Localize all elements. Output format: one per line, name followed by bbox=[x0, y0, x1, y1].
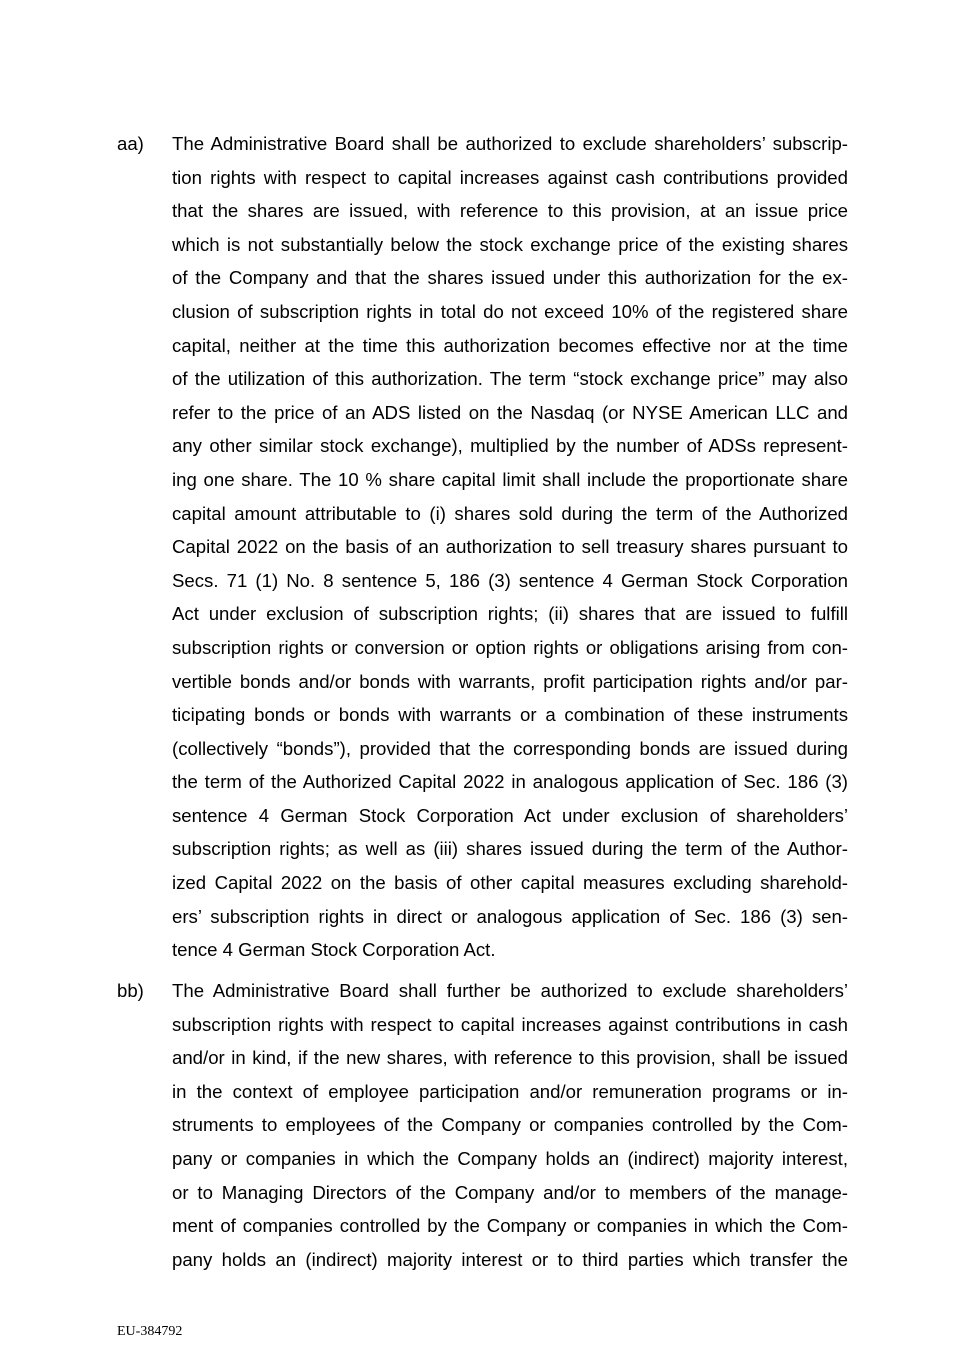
clause-line: subscription rights; as well as (iii) shares issued during the term of the Author- bbox=[172, 838, 848, 860]
clause-line: subscription rights with respect to capital increases against contributions in cash bbox=[172, 1013, 848, 1035]
clause-body bbox=[172, 974, 848, 1276]
clause-line: clusion of subscription rights in total do not exceed 10% of the registered share bbox=[172, 300, 848, 322]
clause-line: tion rights with respect to capital increases against cash contributions provided bbox=[172, 166, 848, 188]
clause-label: bb) bbox=[117, 980, 144, 1001]
clause-line: sentence 4 German Stock Corporation Act under exclusion of shareholders’ bbox=[172, 804, 848, 826]
clause-line: ers’ subscription rights in direct or analogous application of Sec. 186 (3) sen- bbox=[172, 905, 848, 927]
clause-line: The Administrative Board shall be authorized to exclude shareholders’ subscrip- bbox=[172, 133, 848, 154]
clause-line: vertible bonds and/or bonds with warrants, profit participation rights and/or par- bbox=[172, 670, 848, 692]
clause-line: refer to the price of an ADS listed on the Nasdaq (or NYSE American LLC and bbox=[172, 401, 848, 423]
clause-bb bbox=[117, 974, 848, 1276]
clause-aa bbox=[117, 127, 848, 967]
clause-line: ment of companies controlled by the Company or companies in which the Com- bbox=[172, 1215, 848, 1237]
clause-line: which is not substantially below the stock exchange price of the existing shares bbox=[172, 233, 848, 255]
clause-line: ized Capital 2022 on the basis of other capital measures excluding sharehold- bbox=[172, 872, 848, 894]
clause-line: of the Company and that the shares issued under this authorization for the ex- bbox=[172, 267, 848, 289]
clause-line: in the context of employee participation and/or remuneration programs or in- bbox=[172, 1080, 848, 1102]
clause-line: capital amount attributable to (i) shares sold during the term of the Authorized bbox=[172, 502, 848, 524]
clause-body bbox=[172, 127, 848, 967]
clause-line: or to Managing Directors of the Company and/or to members of the manage- bbox=[172, 1181, 848, 1203]
clause-line: capital, neither at the time this authorization becomes effective nor at the time bbox=[172, 334, 848, 356]
clause-line: The Administrative Board shall further be authorized to exclude shareholders’ bbox=[172, 980, 848, 1001]
clause-line: subscription rights or conversion or option rights or obligations arising from con- bbox=[172, 636, 848, 658]
clause-line: Secs. 71 (1) No. 8 sentence 5, 186 (3) sentence 4 German Stock Corporation bbox=[172, 569, 848, 591]
clause-label: aa) bbox=[117, 133, 144, 154]
clause-line: ing one share. The 10 % share capital limit shall include the proportionate share bbox=[172, 468, 848, 490]
clause-line: and/or in kind, if the new shares, with reference to this provision, shall be issued bbox=[172, 1047, 848, 1069]
clause-line: pany or companies in which the Company holds an (indirect) majority interest, bbox=[172, 1147, 848, 1169]
clause-line: that the shares are issued, with reference to this provision, at an issue price bbox=[172, 200, 848, 222]
clause-line: the term of the Authorized Capital 2022 in analogous application of Sec. 186 (3) bbox=[172, 771, 848, 793]
clause-line: any other similar stock exchange), multiplied by the number of ADSs represent- bbox=[172, 435, 848, 457]
clause-line: of the utilization of this authorization. The term “stock exchange price” may also bbox=[172, 368, 848, 390]
clause-line: Act under exclusion of subscription rights; (ii) shares that are issued to fulfill bbox=[172, 603, 848, 625]
clause-line: struments to employees of the Company or companies controlled by the Com- bbox=[172, 1114, 848, 1136]
document-id-footer: EU-384792 bbox=[117, 1324, 183, 1339]
clause-line: (collectively “bonds”), provided that the corresponding bonds are issued during bbox=[172, 737, 848, 759]
clause-line: ticipating bonds or bonds with warrants or a combination of these instruments bbox=[172, 704, 848, 726]
clause-line: tence 4 German Stock Corporation Act. bbox=[172, 939, 496, 961]
clause-line: Capital 2022 on the basis of an authorization to sell treasury shares pursuant to bbox=[172, 536, 848, 558]
clause-line: pany holds an (indirect) majority interest or to third parties which transfer the bbox=[172, 1248, 848, 1270]
